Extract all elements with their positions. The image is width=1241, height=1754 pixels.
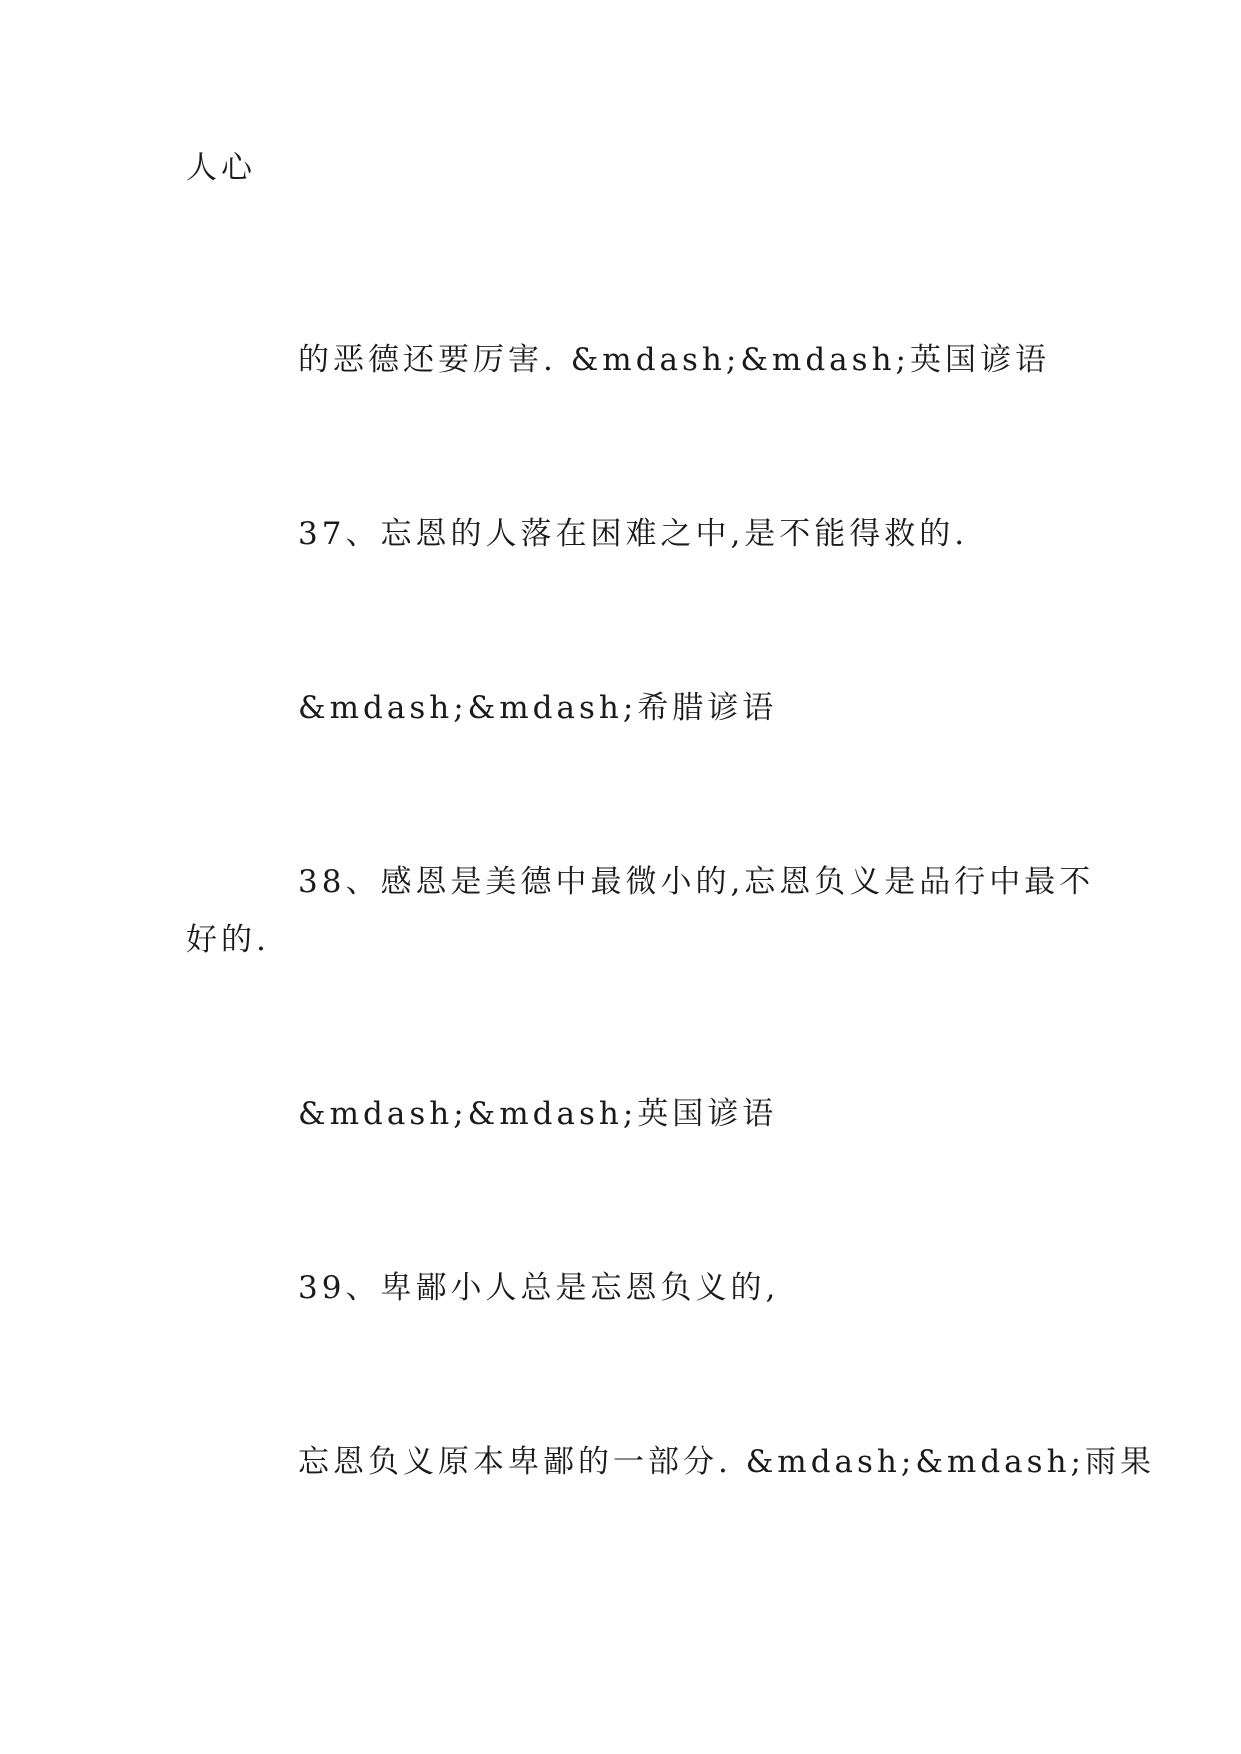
text-line-9: 忘恩负义原本卑鄙的一部分. &mdash;&mdash;雨果 xyxy=(298,1444,1155,1480)
text-line-5: 38、感恩是美德中最微小的,忘恩负义是品行中最不 xyxy=(298,864,1095,900)
text-line-3: 37、忘恩的人落在困难之中,是不能得救的. xyxy=(298,516,969,552)
text-line-6: 好的. xyxy=(186,922,270,958)
text-line-8: 39、卑鄙小人总是忘恩负义的, xyxy=(298,1270,780,1306)
text-line-2: 的恶德还要厉害. &mdash;&mdash;英国谚语 xyxy=(298,342,1050,378)
text-line-4: &mdash;&mdash;希腊谚语 xyxy=(298,690,778,726)
text-line-7: &mdash;&mdash;英国谚语 xyxy=(298,1096,778,1132)
text-line-1: 人心 xyxy=(186,150,256,186)
